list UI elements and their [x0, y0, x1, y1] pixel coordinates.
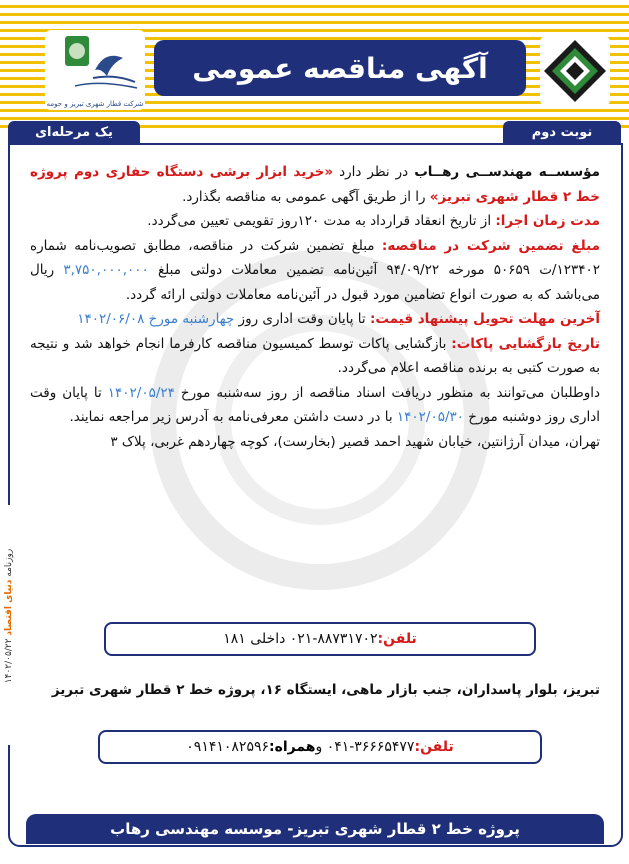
logo-caption: شرکت قطار شهری تبریز و حومه	[46, 100, 144, 108]
phone-value: ۰۴۱-۳۶۶۶۵۴۷۷ و	[315, 739, 415, 755]
phone-value: ۰۲۱-۸۸۷۳۱۷۰۲ داخلی ۱۸۱	[223, 631, 378, 647]
intro-text-2: را از طریق آگهی عمومی به مناقصه بگذارد.	[182, 188, 430, 205]
guarantee-label: مبلغ تضمین شرکت در مناقصه:	[381, 237, 600, 254]
page-title: آگهی مناقصه عمومی	[154, 40, 526, 96]
applicants-date-1: ۱۴۰۲/۰۵/۲۴	[107, 384, 175, 401]
intro-paragraph	[30, 160, 600, 209]
tabriz-address: تبریز، بلوار پاسداران، جنب بازار ماهی، ایستگاه ۱۶، پروژه خط ۲ قطار شهری تبریز	[51, 682, 600, 698]
side-text: روزنامه	[4, 548, 14, 577]
ad-content	[30, 160, 600, 454]
side-caption	[4, 496, 16, 736]
duration-label: مدت زمان اجرا:	[495, 213, 600, 229]
guarantee-amount: ۳,۷۵۰,۰۰۰,۰۰۰	[63, 262, 149, 278]
deadline-paragraph	[30, 307, 600, 332]
applicants-text-1: داوطلبان می‌توانند به منظور دریافت اسناد مناقصه از روز سه‌شنبه مورخ	[174, 384, 600, 401]
guarantee-paragraph	[30, 234, 600, 308]
opening-label: تاریخ بازگشایی پاکات:	[451, 335, 600, 352]
duration-text: از تاریخ انعقاد قرارداد به مدت ۱۲۰روز تقویمی تعیین می‌گردد.	[147, 213, 496, 229]
applicants-paragraph	[30, 381, 600, 430]
applicants-text-3: با در دست داشتن معرفی‌نامه به آدرس زیر مراجعه نمایند.	[69, 409, 397, 425]
tabriz-phone-box	[98, 730, 542, 764]
applicants-date-2: ۱۴۰۲/۰۵/۳۰	[396, 409, 464, 425]
phone-label: تلفن:	[377, 631, 417, 647]
phone-label: تلفن:	[414, 739, 454, 755]
rahab-emblem-icon	[540, 36, 610, 106]
emblem-icon	[45, 30, 145, 100]
deadline-label: آخرین مهلت تحویل پیشنهاد قیمت:	[369, 311, 600, 327]
mobile-value: ۰۹۱۴۱۰۸۲۵۹۶	[186, 739, 269, 755]
intro-text-1: در نظر دارد	[333, 164, 415, 180]
side-highlight: دنیای اقتصاد	[4, 579, 14, 636]
tehran-phone-box	[104, 622, 536, 656]
side-date: ۱۴۰۲/۰۵/۲۲	[4, 638, 14, 684]
round-badge: نوبت دوم	[503, 121, 621, 143]
tabriz-metro-logo	[45, 30, 145, 110]
opening-paragraph	[30, 332, 600, 381]
rahab-logo	[540, 36, 610, 106]
deadline-text: تا پایان وقت اداری روز	[234, 311, 370, 327]
guarantee-text-2: ریال می‌باشد که به صورت انواع تضامین مورد قبول در آئین‌نامه معاملات دولتی ارائه گردد.	[30, 262, 600, 303]
stage-badge: یک مرحله‌ای	[8, 121, 140, 143]
org-name: مؤسســه مهندســی رهــاب	[414, 164, 600, 180]
footer-banner: پروژه خط ۲ قطار شهری تبریز- موسسه مهندسی رهاب	[26, 814, 604, 844]
duration-paragraph	[30, 209, 600, 234]
mobile-label: همراه:	[269, 739, 316, 755]
guarantee-text-1: مبلغ تضمین شرکت در مناقصه، مطابق تصویب‌نامه شماره ۱۲۳۴۰۲/ت ۵۰۶۵۹ مورخه ۹۴/۰۹/۲۲ آئین‌نامه تضمین معاملات دولتی مبلغ	[30, 237, 600, 278]
deadline-date: چهارشنبه مورخ ۱۴۰۲/۰۶/۰۸	[77, 311, 235, 327]
tehran-address: تهران، میدان آرژانتین، خیابان شهید احمد قصیر (بخارست)، کوچه چهاردهم غربی، پلاک ۳	[110, 433, 600, 450]
tender-subject: «خرید ابزار برشی دستگاه حفاری دوم پروژه خط ۲ قطار شهری تبریز»	[30, 164, 600, 205]
opening-text: بازگشایی پاکات توسط کمیسیون مناقصه کارفرما انجام خواهد شد و نتیجه به صورت کتبی به برنده مناقصه اعلام می‌گردد.	[30, 335, 600, 376]
applicants-text-2: تا پایان وقت اداری روز دوشنبه مورخ	[30, 384, 600, 425]
